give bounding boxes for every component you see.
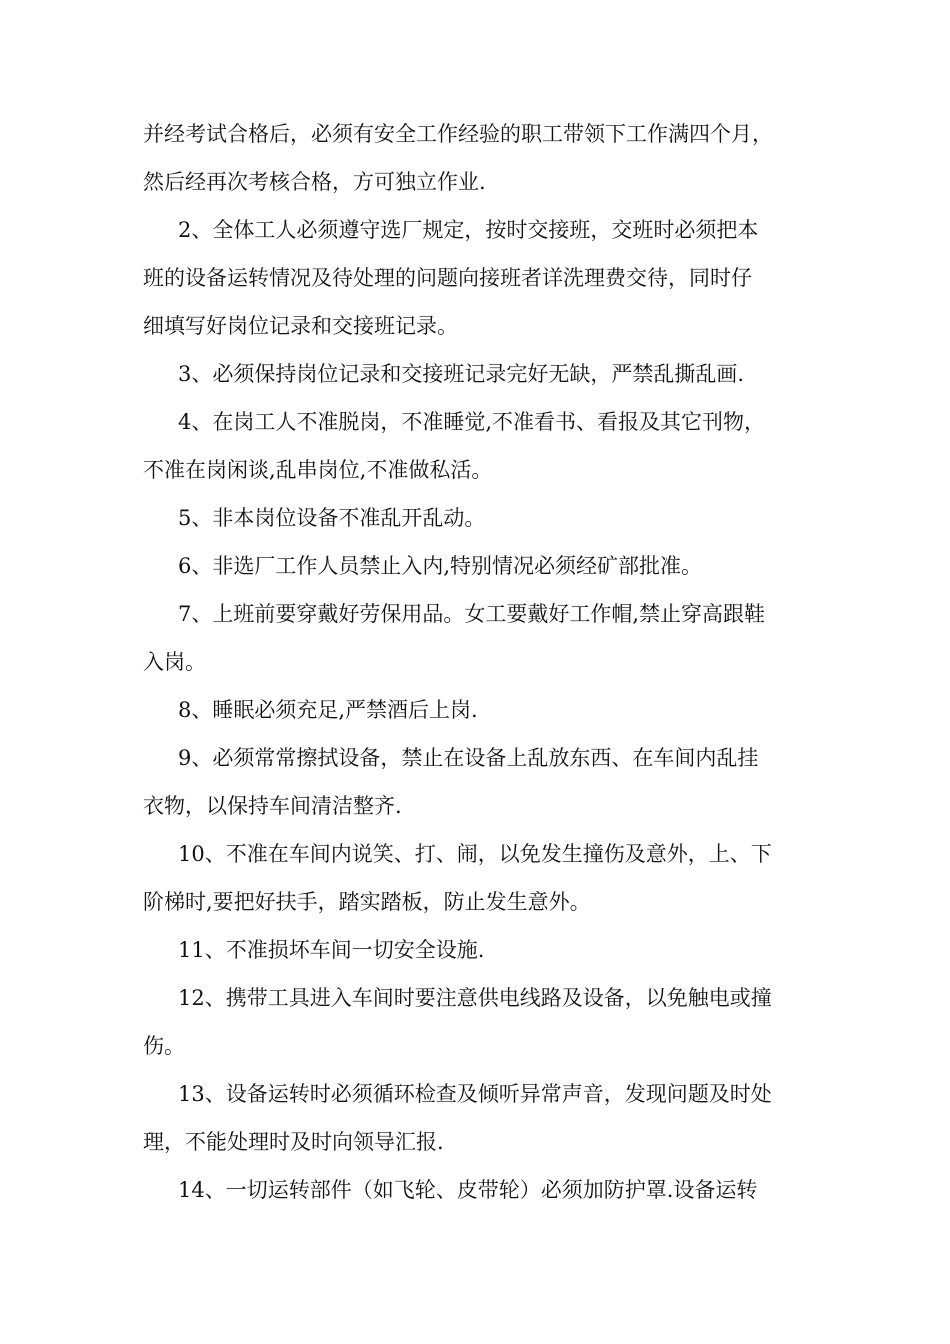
text-line: 8、睡眠必须充足,严禁酒后上岗. xyxy=(178,698,478,722)
text-line: 4、在岗工人不准脱岗，不准睡觉,不准看书、看报及其它刊物， xyxy=(178,410,766,434)
text-line: 12、携带工具进入车间时要注意供电线路及设备，以免触电或撞 xyxy=(178,986,772,1010)
text-line: 10、不准在车间内说笑、打、闹，以免发生撞伤及意外，上、下 xyxy=(178,842,772,866)
text-line: 班的设备运转情况及待处理的问题向接班者详洗理费交待，同时仔 xyxy=(143,266,752,290)
text-line: 不准在岗闲谈,乱串岗位,不准做私活。 xyxy=(143,458,493,482)
text-line: 5、非本岗位设备不准乱开乱动。 xyxy=(178,506,486,530)
text-line: 2、全体工人必须遵守选厂规定，按时交接班，交班时必须把本 xyxy=(178,218,759,242)
text-line: 3、必须保持岗位记录和交接班记录完好无缺，严禁乱撕乱画. xyxy=(178,362,745,386)
text-line: 衣物，以保持车间清洁整齐. xyxy=(143,794,402,818)
text-line: 7、上班前要穿戴好劳保用品。女工要戴好工作帽,禁止穿高跟鞋 xyxy=(178,602,766,626)
text-line: 11、不准损坏车间一切安全设施. xyxy=(178,938,485,962)
text-line: 细填写好岗位记录和交接班记录。 xyxy=(143,314,458,338)
text-line: 阶梯时,要把好扶手，踏实踏板，防止发生意外。 xyxy=(143,890,591,914)
text-line: 入岗。 xyxy=(143,650,206,674)
text-line: 13、设备运转时必须循环检查及倾听异常声音，发现问题及时处 xyxy=(178,1082,772,1106)
text-line: 并经考试合格后，必须有安全工作经验的职工带领下工作满四个月， xyxy=(143,122,773,146)
text-line: 14、一切运转部件（如飞轮、皮带轮）必须加防护罩.设备运转 xyxy=(178,1178,758,1202)
text-line: 伤。 xyxy=(143,1034,185,1058)
text-line: 6、非选厂工作人员禁止入内,特别情况必须经矿部批准。 xyxy=(178,554,703,578)
text-line: 然后经再次考核合格，方可独立作业. xyxy=(143,170,486,194)
text-line: 9、必须常常擦拭设备，禁止在设备上乱放东西、在车间内乱挂 xyxy=(178,746,759,770)
text-line: 理，不能处理时及时向领导汇报. xyxy=(143,1130,444,1154)
